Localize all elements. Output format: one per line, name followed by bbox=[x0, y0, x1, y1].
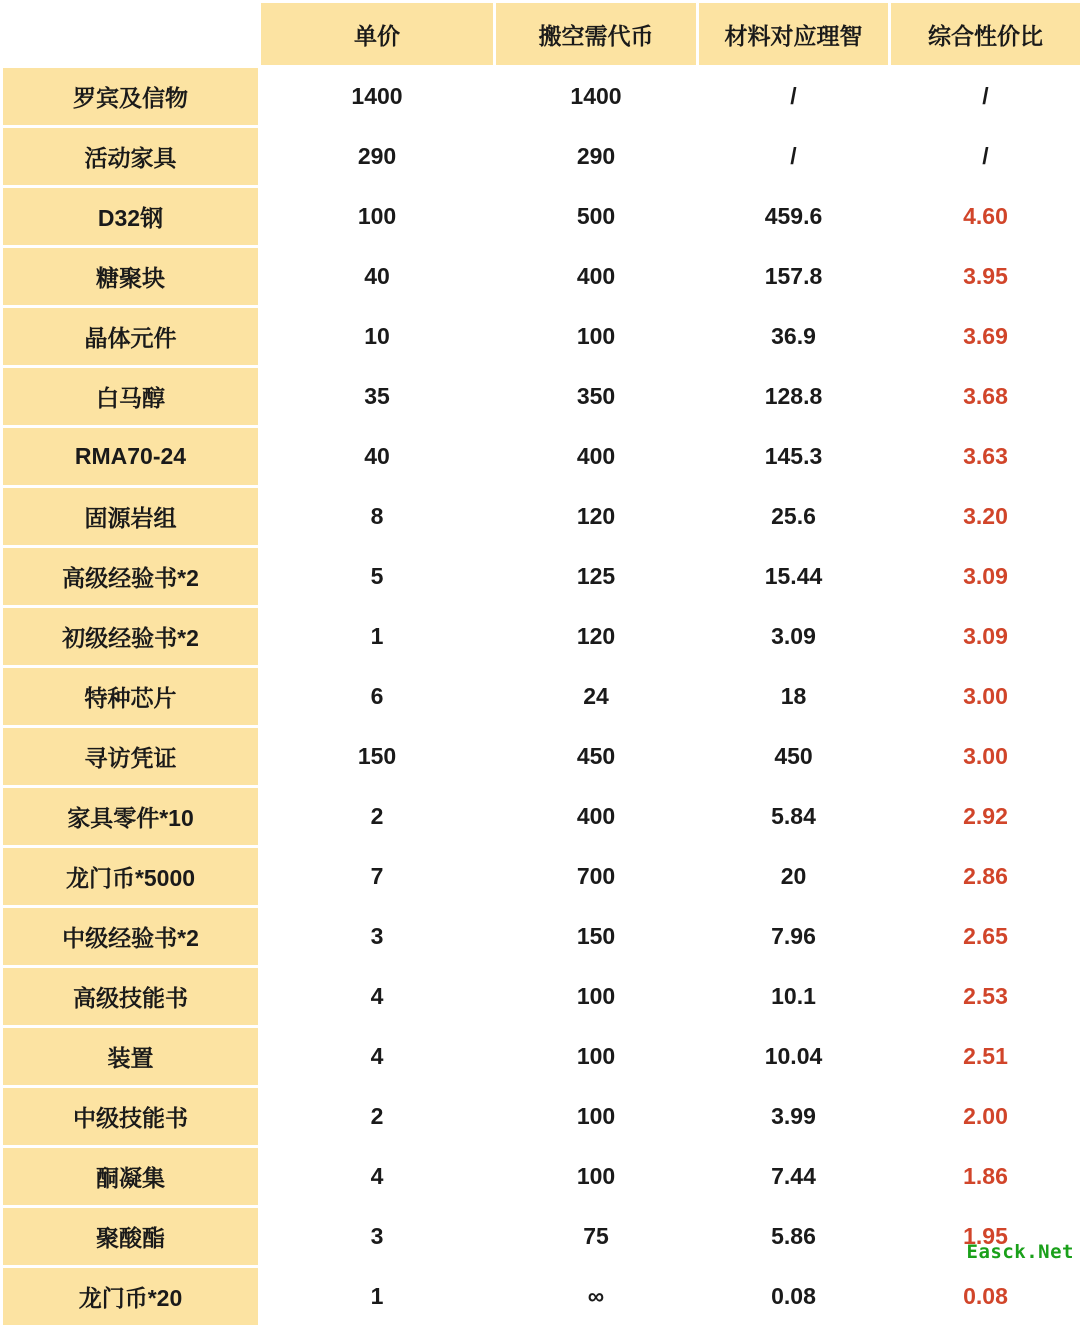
cell-total-tokens: 400 bbox=[495, 247, 698, 307]
cell-ratio: 2.65 bbox=[890, 907, 1080, 967]
cell-total-tokens: 100 bbox=[495, 967, 698, 1027]
cell-total-tokens: 700 bbox=[495, 847, 698, 907]
cell-sanity: 7.44 bbox=[698, 1147, 890, 1207]
cell-ratio: 3.20 bbox=[890, 487, 1080, 547]
cell-unit-price: 5 bbox=[260, 547, 495, 607]
cell-unit-price: 290 bbox=[260, 127, 495, 187]
cell-unit-price: 2 bbox=[260, 787, 495, 847]
cell-total-tokens: 120 bbox=[495, 487, 698, 547]
cell-ratio: 3.69 bbox=[890, 307, 1080, 367]
table-row bbox=[2, 1267, 1080, 1327]
cell-sanity: 7.96 bbox=[698, 907, 890, 967]
cell-sanity: 5.84 bbox=[698, 787, 890, 847]
cell-unit-price: 10 bbox=[260, 307, 495, 367]
cell-total-tokens: 75 bbox=[495, 1207, 698, 1267]
cell-ratio: 0.08 bbox=[890, 1267, 1080, 1327]
cell-unit-price: 3 bbox=[260, 1207, 495, 1267]
table-row bbox=[2, 1207, 1080, 1267]
cell-sanity: 450 bbox=[698, 727, 890, 787]
table-header-total-tokens: 搬空需代币 bbox=[495, 2, 698, 67]
table-row bbox=[2, 487, 1080, 547]
cell-sanity: / bbox=[698, 127, 890, 187]
table-row bbox=[2, 547, 1080, 607]
cell-sanity: 145.3 bbox=[698, 427, 890, 487]
table-header-unit-price: 单价 bbox=[260, 2, 495, 67]
row-label: 高级经验书*2 bbox=[2, 547, 260, 607]
cell-total-tokens: 120 bbox=[495, 607, 698, 667]
cell-sanity: 128.8 bbox=[698, 367, 890, 427]
table-row bbox=[2, 127, 1080, 187]
cell-unit-price: 40 bbox=[260, 427, 495, 487]
cell-sanity: 15.44 bbox=[698, 547, 890, 607]
cell-sanity: 3.99 bbox=[698, 1087, 890, 1147]
cell-sanity: 20 bbox=[698, 847, 890, 907]
row-label: 酮凝集 bbox=[2, 1147, 260, 1207]
row-label: 晶体元件 bbox=[2, 307, 260, 367]
table-row bbox=[2, 1087, 1080, 1147]
row-label: 罗宾及信物 bbox=[2, 67, 260, 127]
cell-ratio: 2.53 bbox=[890, 967, 1080, 1027]
cell-total-tokens: 24 bbox=[495, 667, 698, 727]
row-label: 装置 bbox=[2, 1027, 260, 1087]
table-row bbox=[2, 307, 1080, 367]
cell-unit-price: 2 bbox=[260, 1087, 495, 1147]
cell-ratio: 2.92 bbox=[890, 787, 1080, 847]
cell-total-tokens: 100 bbox=[495, 1147, 698, 1207]
cell-unit-price: 4 bbox=[260, 1027, 495, 1087]
cell-total-tokens: 150 bbox=[495, 907, 698, 967]
table-row bbox=[2, 847, 1080, 907]
cell-ratio: 2.00 bbox=[890, 1087, 1080, 1147]
cell-sanity: 36.9 bbox=[698, 307, 890, 367]
table-row bbox=[2, 1147, 1080, 1207]
row-label: 特种芯片 bbox=[2, 667, 260, 727]
cell-total-tokens: 450 bbox=[495, 727, 698, 787]
cell-ratio: 1.86 bbox=[890, 1147, 1080, 1207]
table-header-ratio: 综合性价比 bbox=[890, 2, 1080, 67]
row-label: 聚酸酯 bbox=[2, 1207, 260, 1267]
cell-ratio: 2.51 bbox=[890, 1027, 1080, 1087]
watermark-text: Easck.Net bbox=[967, 1241, 1074, 1263]
cell-ratio: 3.00 bbox=[890, 667, 1080, 727]
row-label: 寻访凭证 bbox=[2, 727, 260, 787]
cell-total-tokens: 350 bbox=[495, 367, 698, 427]
row-label: 家具零件*10 bbox=[2, 787, 260, 847]
cell-ratio: 3.09 bbox=[890, 547, 1080, 607]
cell-ratio: 3.63 bbox=[890, 427, 1080, 487]
row-label: 龙门币*20 bbox=[2, 1267, 260, 1327]
cell-ratio: / bbox=[890, 67, 1080, 127]
row-label: RMA70-24 bbox=[2, 427, 260, 487]
cell-unit-price: 8 bbox=[260, 487, 495, 547]
cell-sanity: 10.1 bbox=[698, 967, 890, 1027]
row-label: 中级经验书*2 bbox=[2, 907, 260, 967]
row-label: 白马醇 bbox=[2, 367, 260, 427]
table-row bbox=[2, 667, 1080, 727]
cell-sanity: 3.09 bbox=[698, 607, 890, 667]
cell-sanity: 25.6 bbox=[698, 487, 890, 547]
table-header-sanity: 材料对应理智 bbox=[698, 2, 890, 67]
cell-total-tokens: 100 bbox=[495, 307, 698, 367]
cell-sanity: 0.08 bbox=[698, 1267, 890, 1327]
cell-unit-price: 6 bbox=[260, 667, 495, 727]
table-header-corner bbox=[2, 2, 260, 67]
cell-sanity: 18 bbox=[698, 667, 890, 727]
table-body bbox=[2, 67, 1080, 1327]
table-row bbox=[2, 187, 1080, 247]
cell-ratio: / bbox=[890, 127, 1080, 187]
cell-sanity: / bbox=[698, 67, 890, 127]
table-row bbox=[2, 247, 1080, 307]
row-label: 糖聚块 bbox=[2, 247, 260, 307]
cell-unit-price: 100 bbox=[260, 187, 495, 247]
cell-total-tokens: 400 bbox=[495, 787, 698, 847]
table-row bbox=[2, 67, 1080, 127]
cell-unit-price: 4 bbox=[260, 967, 495, 1027]
cell-ratio: 3.95 bbox=[890, 247, 1080, 307]
row-label: 初级经验书*2 bbox=[2, 607, 260, 667]
table-row bbox=[2, 1027, 1080, 1087]
cell-total-tokens: 500 bbox=[495, 187, 698, 247]
cell-ratio: 3.00 bbox=[890, 727, 1080, 787]
table-row bbox=[2, 967, 1080, 1027]
cell-unit-price: 1400 bbox=[260, 67, 495, 127]
cell-unit-price: 4 bbox=[260, 1147, 495, 1207]
cell-ratio: 2.86 bbox=[890, 847, 1080, 907]
table-row bbox=[2, 907, 1080, 967]
cell-total-tokens: ∞ bbox=[495, 1267, 698, 1327]
table-row bbox=[2, 727, 1080, 787]
cell-unit-price: 40 bbox=[260, 247, 495, 307]
table-row bbox=[2, 427, 1080, 487]
row-label: 固源岩组 bbox=[2, 487, 260, 547]
table-header-row bbox=[2, 2, 1080, 67]
cell-ratio: 3.09 bbox=[890, 607, 1080, 667]
cell-total-tokens: 400 bbox=[495, 427, 698, 487]
cell-unit-price: 1 bbox=[260, 607, 495, 667]
row-label: D32钢 bbox=[2, 187, 260, 247]
table-row bbox=[2, 787, 1080, 847]
cell-unit-price: 3 bbox=[260, 907, 495, 967]
cell-sanity: 459.6 bbox=[698, 187, 890, 247]
cell-sanity: 10.04 bbox=[698, 1027, 890, 1087]
row-label: 活动家具 bbox=[2, 127, 260, 187]
cell-unit-price: 7 bbox=[260, 847, 495, 907]
cell-sanity: 5.86 bbox=[698, 1207, 890, 1267]
cell-total-tokens: 1400 bbox=[495, 67, 698, 127]
cell-total-tokens: 125 bbox=[495, 547, 698, 607]
table-row bbox=[2, 607, 1080, 667]
cell-total-tokens: 290 bbox=[495, 127, 698, 187]
cell-total-tokens: 100 bbox=[495, 1087, 698, 1147]
cell-ratio: 4.60 bbox=[890, 187, 1080, 247]
row-label: 中级技能书 bbox=[2, 1087, 260, 1147]
cell-total-tokens: 100 bbox=[495, 1027, 698, 1087]
cell-ratio: 3.68 bbox=[890, 367, 1080, 427]
row-label: 高级技能书 bbox=[2, 967, 260, 1027]
cell-unit-price: 1 bbox=[260, 1267, 495, 1327]
row-label: 龙门币*5000 bbox=[2, 847, 260, 907]
cell-ratio: 1.95 bbox=[890, 1207, 1080, 1267]
cell-unit-price: 35 bbox=[260, 367, 495, 427]
cell-sanity: 157.8 bbox=[698, 247, 890, 307]
cell-unit-price: 150 bbox=[260, 727, 495, 787]
table-row bbox=[2, 367, 1080, 427]
